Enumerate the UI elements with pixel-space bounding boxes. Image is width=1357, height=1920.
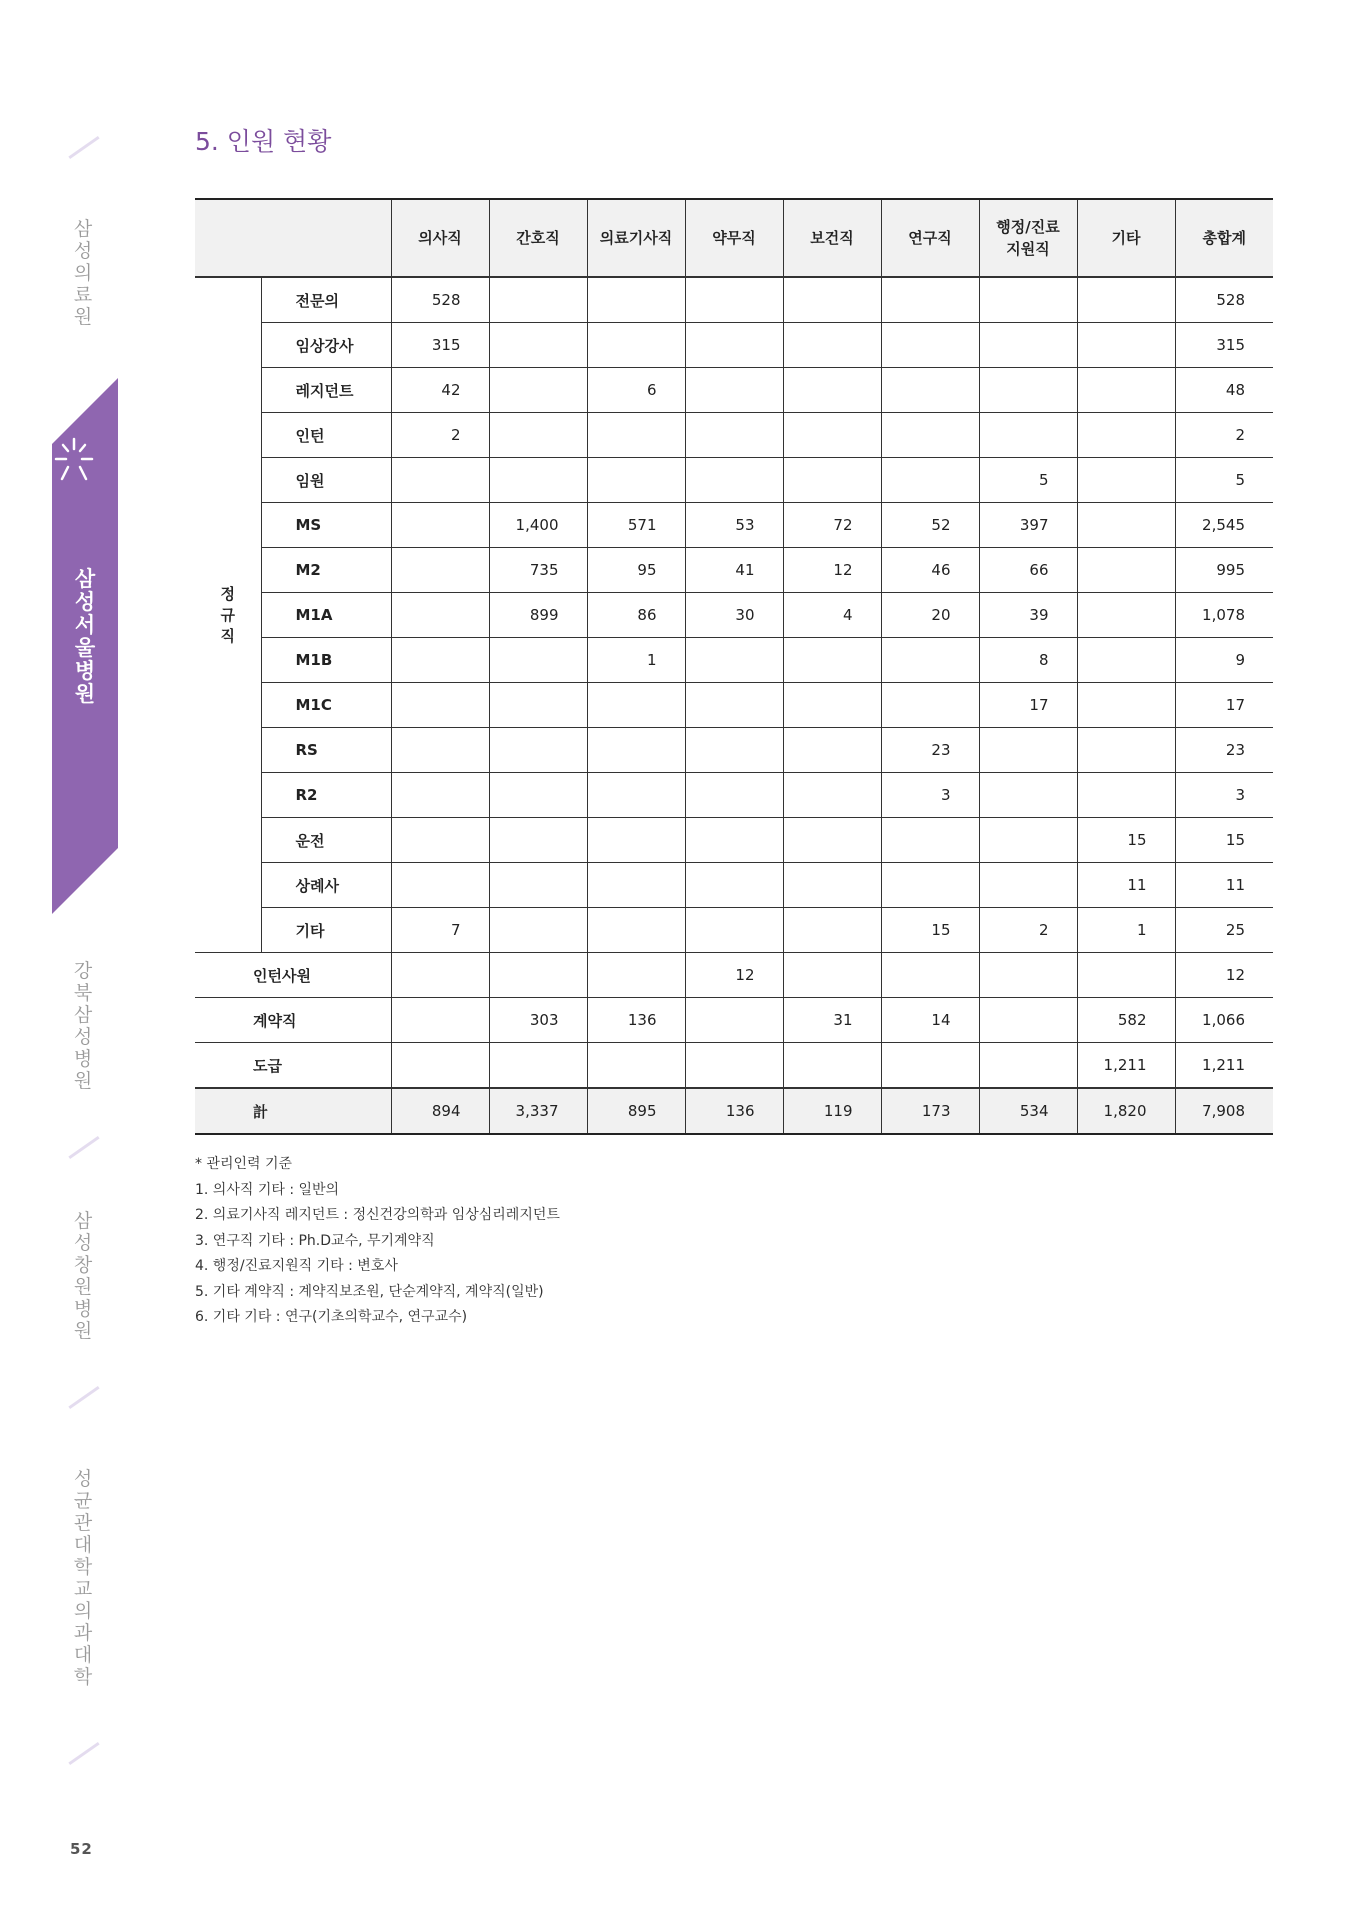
table-cell: 52 [881, 503, 979, 548]
table-cell: 48 [1175, 368, 1273, 413]
table-cell [979, 413, 1077, 458]
row-label: 전문의 [261, 277, 391, 323]
group-label-cell [195, 277, 261, 953]
table-cell: 735 [489, 548, 587, 593]
table-cell [783, 863, 881, 908]
column-header: 보건직 [783, 199, 881, 277]
table-cell [1077, 413, 1175, 458]
table-cell [489, 323, 587, 368]
column-header: 총합계 [1175, 199, 1273, 277]
table-cell [1077, 277, 1175, 323]
group-label: 정규직 [220, 584, 235, 645]
table-cell [1077, 368, 1175, 413]
sidebar-item-kangbuk-samsung-hospital[interactable]: 강북삼성병원 [73, 960, 93, 1092]
footnotes [195, 1152, 560, 1331]
column-header: 행정/진료 지원직 [979, 199, 1077, 277]
table-cell: 528 [391, 277, 489, 323]
table-cell [881, 458, 979, 503]
table-cell [783, 953, 881, 998]
table-cell: 2 [391, 413, 489, 458]
table-cell: 136 [587, 998, 685, 1043]
table-cell [489, 683, 587, 728]
footnote-line: 2. 의료기사직 레지던트 : 정신건강의학과 임상심리레지던트 [195, 1207, 560, 1223]
table-body [195, 277, 1273, 1134]
row-label: RS [261, 728, 391, 773]
table-cell [587, 683, 685, 728]
table-cell [881, 1043, 979, 1089]
row-label: 임상강사 [261, 323, 391, 368]
column-header: 약무직 [685, 199, 783, 277]
table-cell [391, 458, 489, 503]
table-cell [783, 413, 881, 458]
table-cell: 1,211 [1175, 1043, 1273, 1089]
table-cell [881, 818, 979, 863]
table-cell: 46 [881, 548, 979, 593]
table-row [195, 548, 1273, 593]
table-cell [783, 818, 881, 863]
table-cell: 1,066 [1175, 998, 1273, 1043]
table-cell: 12 [783, 548, 881, 593]
table-cell [1077, 728, 1175, 773]
row-label: R2 [261, 773, 391, 818]
table-cell: 315 [1175, 323, 1273, 368]
table-cell [1077, 503, 1175, 548]
table-cell [979, 323, 1077, 368]
table-cell [979, 1043, 1077, 1089]
table-row [195, 953, 1273, 998]
column-header: 기타 [1077, 199, 1175, 277]
sidebar-item-samsung-medical-center[interactable]: 삼성의료원 [73, 218, 93, 328]
row-label: 도급 [195, 1043, 391, 1089]
table-cell [587, 1043, 685, 1089]
table-cell: 20 [881, 593, 979, 638]
table-cell: 9 [1175, 638, 1273, 683]
row-label: MS [261, 503, 391, 548]
table-row [195, 277, 1273, 323]
table-cell [881, 863, 979, 908]
table-cell: 397 [979, 503, 1077, 548]
table-cell: 15 [1175, 818, 1273, 863]
row-label: 임원 [261, 458, 391, 503]
table-cell [391, 593, 489, 638]
column-header: 간호직 [489, 199, 587, 277]
table-cell [685, 368, 783, 413]
table-cell [391, 548, 489, 593]
table-cell: 95 [587, 548, 685, 593]
table-cell: 86 [587, 593, 685, 638]
table-cell [391, 998, 489, 1043]
divider-slash [68, 136, 99, 159]
table-cell: 12 [685, 953, 783, 998]
staff-table [195, 198, 1273, 1135]
table-cell: 53 [685, 503, 783, 548]
table-cell [391, 953, 489, 998]
row-label: M1C [261, 683, 391, 728]
table-cell [489, 728, 587, 773]
table-cell [391, 818, 489, 863]
table-cell [1077, 683, 1175, 728]
table-cell [587, 908, 685, 953]
table-cell [685, 683, 783, 728]
table-header [195, 199, 1273, 277]
table-cell [783, 1043, 881, 1089]
table-cell [979, 368, 1077, 413]
table-cell: 995 [1175, 548, 1273, 593]
table-cell [391, 503, 489, 548]
table-cell [489, 953, 587, 998]
table-cell: 2,545 [1175, 503, 1273, 548]
table-row [195, 863, 1273, 908]
table-cell: 8 [979, 638, 1077, 683]
table-cell: 303 [489, 998, 587, 1043]
table-cell: 23 [1175, 728, 1273, 773]
footnote-line: 3. 연구직 기타 : Ph.D교수, 무기계약직 [195, 1232, 435, 1249]
footnote-line: 4. 행정/진료지원직 기타 : 변호사 [195, 1258, 398, 1274]
table-cell [587, 323, 685, 368]
table-cell: 582 [1077, 998, 1175, 1043]
table-cell: 315 [391, 323, 489, 368]
table-cell [881, 323, 979, 368]
table-cell: 15 [1077, 818, 1175, 863]
table-cell [881, 277, 979, 323]
table-cell: 39 [979, 593, 1077, 638]
table-cell: 3 [1175, 773, 1273, 818]
table-cell: 15 [881, 908, 979, 953]
table-cell: 17 [1175, 683, 1273, 728]
table-cell [587, 818, 685, 863]
table-cell [685, 728, 783, 773]
table-cell: 5 [1175, 458, 1273, 503]
table-cell [783, 368, 881, 413]
table-cell: 41 [685, 548, 783, 593]
table-cell [1077, 638, 1175, 683]
table-cell [489, 818, 587, 863]
table-cell [783, 683, 881, 728]
sparkle-icon [54, 437, 94, 489]
table-cell [881, 413, 979, 458]
table-cell [685, 638, 783, 683]
header-corner-cell [195, 199, 391, 277]
row-label: 상례사 [261, 863, 391, 908]
page-number: 52 [70, 1840, 93, 1858]
table-cell [587, 773, 685, 818]
table-cell [979, 818, 1077, 863]
row-label: 레지던트 [261, 368, 391, 413]
table-cell: 66 [979, 548, 1077, 593]
table-cell [587, 863, 685, 908]
table-cell: 1,820 [1077, 1088, 1175, 1134]
table-cell [1077, 773, 1175, 818]
table-cell [391, 683, 489, 728]
table-cell: 894 [391, 1088, 489, 1134]
table-cell: 1,211 [1077, 1043, 1175, 1089]
table-cell [1077, 953, 1175, 998]
table-cell [587, 728, 685, 773]
table-cell: 23 [881, 728, 979, 773]
table-cell [489, 638, 587, 683]
table-cell [685, 413, 783, 458]
table-cell [685, 863, 783, 908]
table-cell: 25 [1175, 908, 1273, 953]
table-cell [685, 458, 783, 503]
table-cell [979, 953, 1077, 998]
footnote-line: 1. 의사직 기타 : 일반의 [195, 1181, 340, 1198]
table-cell [685, 998, 783, 1043]
section-title: 5. 인원 현황 [195, 127, 332, 156]
row-label: M2 [261, 548, 391, 593]
table-cell [391, 863, 489, 908]
table-cell [979, 773, 1077, 818]
column-header: 의사직 [391, 199, 489, 277]
row-label: 기타 [261, 908, 391, 953]
table-cell [685, 1043, 783, 1089]
row-label: M1B [261, 638, 391, 683]
table-cell [783, 277, 881, 323]
table-cell: 17 [979, 683, 1077, 728]
table-cell: 3 [881, 773, 979, 818]
total-row [195, 1088, 1273, 1134]
table-cell [685, 908, 783, 953]
row-label: 계약직 [195, 998, 391, 1043]
table-cell [587, 413, 685, 458]
table-cell [979, 728, 1077, 773]
table-cell: 7,908 [1175, 1088, 1273, 1134]
table-cell [1077, 323, 1175, 368]
sidebar-item-samsung-seoul-hospital[interactable]: 삼성서울병원 [74, 567, 96, 706]
table-cell: 2 [979, 908, 1077, 953]
table-cell: 7 [391, 908, 489, 953]
table-row [195, 638, 1273, 683]
table-cell: 1,400 [489, 503, 587, 548]
total-label: 計 [195, 1088, 391, 1134]
table-cell [881, 683, 979, 728]
table-cell: 1,078 [1175, 593, 1273, 638]
table-row [195, 368, 1273, 413]
table-cell [783, 458, 881, 503]
footnote-line: * 관리인력 기준 [195, 1156, 293, 1172]
table-cell: 1 [1077, 908, 1175, 953]
table-cell [783, 773, 881, 818]
table-cell: 6 [587, 368, 685, 413]
table-cell: 4 [783, 593, 881, 638]
table-cell: 42 [391, 368, 489, 413]
table-cell [783, 323, 881, 368]
table-cell [1077, 548, 1175, 593]
table-cell: 12 [1175, 953, 1273, 998]
table-cell [881, 638, 979, 683]
divider-slash [68, 1136, 99, 1159]
table-cell [391, 638, 489, 683]
table-row [195, 458, 1273, 503]
table-cell [881, 953, 979, 998]
table-cell: 136 [685, 1088, 783, 1134]
table-row [195, 503, 1273, 548]
table-cell [489, 277, 587, 323]
table-row [195, 323, 1273, 368]
table-row [195, 908, 1273, 953]
row-label: 운전 [261, 818, 391, 863]
table-cell [391, 728, 489, 773]
table-row [195, 998, 1273, 1043]
table-cell: 895 [587, 1088, 685, 1134]
table-row [195, 683, 1273, 728]
table-cell [391, 1043, 489, 1089]
table-row [195, 818, 1273, 863]
table-cell [685, 323, 783, 368]
table-cell: 30 [685, 593, 783, 638]
table-cell [783, 908, 881, 953]
table-cell: 2 [1175, 413, 1273, 458]
table-cell: 1 [587, 638, 685, 683]
table-cell: 534 [979, 1088, 1077, 1134]
footnote-line: 5. 기타 계약직 : 계약직보조원, 단순계약직, 계약직(일반) [195, 1283, 544, 1300]
table-cell: 173 [881, 1088, 979, 1134]
divider-slash [68, 1742, 99, 1765]
footnote-line: 6. 기타 기타 : 연구(기초의학교수, 연구교수) [195, 1309, 468, 1325]
sidebar-item-skku-medicine[interactable]: 성균관대학교 의과대학 [73, 1468, 93, 1688]
table-cell: 571 [587, 503, 685, 548]
divider-slash [68, 1386, 99, 1409]
table-cell: 11 [1077, 863, 1175, 908]
table-cell [391, 773, 489, 818]
table-cell [489, 1043, 587, 1089]
table-cell [1077, 593, 1175, 638]
table-cell [685, 277, 783, 323]
table-cell: 72 [783, 503, 881, 548]
row-label: 인턴 [261, 413, 391, 458]
sidebar-item-samsung-changwon-hospital[interactable]: 삼성창원병원 [73, 1210, 93, 1342]
column-header: 연구직 [881, 199, 979, 277]
table-cell [979, 277, 1077, 323]
table-cell [587, 458, 685, 503]
table-cell [685, 773, 783, 818]
table-cell [783, 638, 881, 683]
table-cell: 31 [783, 998, 881, 1043]
table-cell: 3,337 [489, 1088, 587, 1134]
table-cell: 119 [783, 1088, 881, 1134]
table-row [195, 593, 1273, 638]
table-row [195, 728, 1273, 773]
table-cell [587, 277, 685, 323]
table-cell [979, 998, 1077, 1043]
column-header: 의료기사직 [587, 199, 685, 277]
table-cell [489, 908, 587, 953]
table-cell [489, 458, 587, 503]
table-cell [587, 953, 685, 998]
table-row [195, 773, 1273, 818]
table-cell [489, 413, 587, 458]
table-cell [489, 773, 587, 818]
table-cell [489, 863, 587, 908]
table-cell [881, 368, 979, 413]
table-cell: 5 [979, 458, 1077, 503]
table-cell: 11 [1175, 863, 1273, 908]
table-row [195, 413, 1273, 458]
table-cell: 528 [1175, 277, 1273, 323]
table-cell: 899 [489, 593, 587, 638]
table-row [195, 1043, 1273, 1089]
row-label: M1A [261, 593, 391, 638]
table-cell: 14 [881, 998, 979, 1043]
row-label: 인턴사원 [195, 953, 391, 998]
table-cell [979, 863, 1077, 908]
table-cell [783, 728, 881, 773]
table-cell [685, 818, 783, 863]
table-cell [489, 368, 587, 413]
table-cell [1077, 458, 1175, 503]
